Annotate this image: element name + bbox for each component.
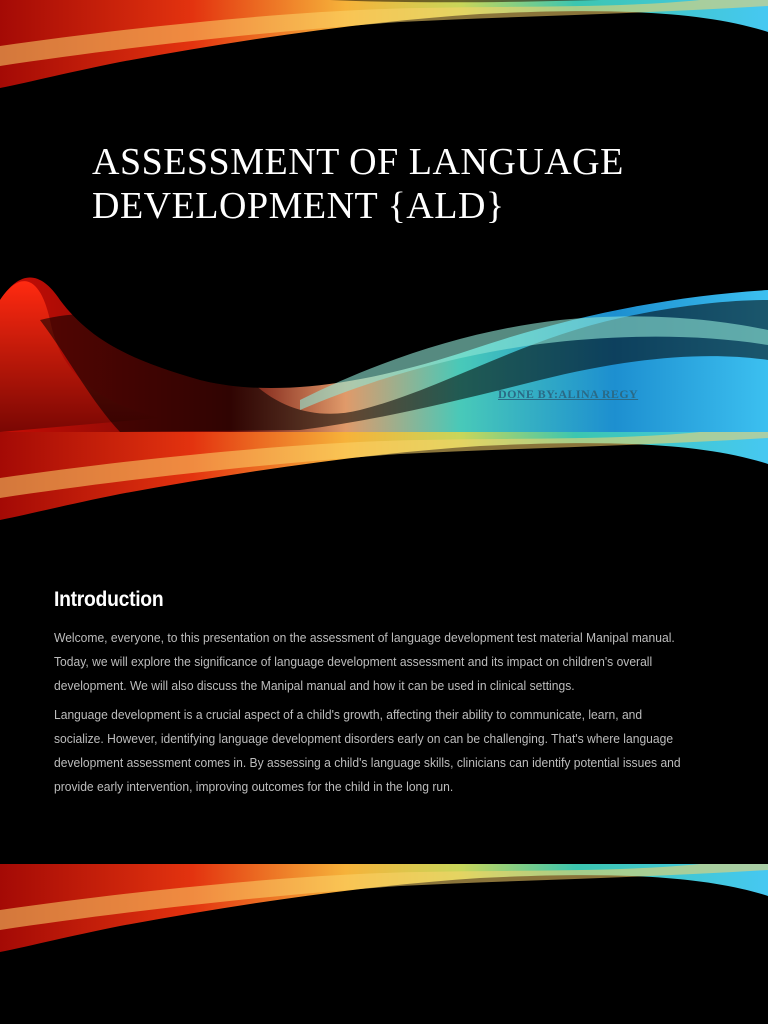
author-byline-link[interactable]: DONE BY:ALINA REGY — [498, 387, 639, 401]
paragraph-line: development assessment comes in. By assessing a child's language skills, clinicians can identify potential issues and — [54, 755, 681, 770]
title-line-2: DEVELOPMENT {ALD} — [92, 185, 505, 227]
paragraph-line: development. We will also discuss the Manipal manual and how it can be used in clinical settings. — [54, 678, 575, 693]
presentation-title — [92, 140, 732, 228]
introduction-slide — [0, 432, 768, 864]
section-heading: Introduction — [54, 588, 164, 611]
title-line-1: ASSESSMENT OF LANGUAGE — [92, 141, 624, 183]
next-slide-partial — [0, 864, 768, 1024]
paragraph-line: provide early intervention, improving outcomes for the child in the long run. — [54, 779, 454, 794]
intro-paragraph-1 — [54, 626, 724, 698]
title-slide — [0, 0, 768, 432]
intro-paragraph-2 — [54, 703, 724, 799]
top-swoosh-decoration — [0, 432, 768, 542]
paragraph-line: Language development is a crucial aspect of a child's growth, affecting their ability to communicate, learn, and — [54, 707, 643, 722]
paragraph-line: socialize. However, identifying language development disorders early on can be challenging. That's where language — [54, 731, 674, 746]
paragraph-line: Welcome, everyone, to this presentation on the assessment of language development test material Manipal manual. — [54, 630, 675, 645]
paragraph-line: Today, we will explore the significance of language development assessment and its impact on children's overall — [54, 654, 653, 669]
top-swoosh-decoration — [0, 864, 768, 974]
